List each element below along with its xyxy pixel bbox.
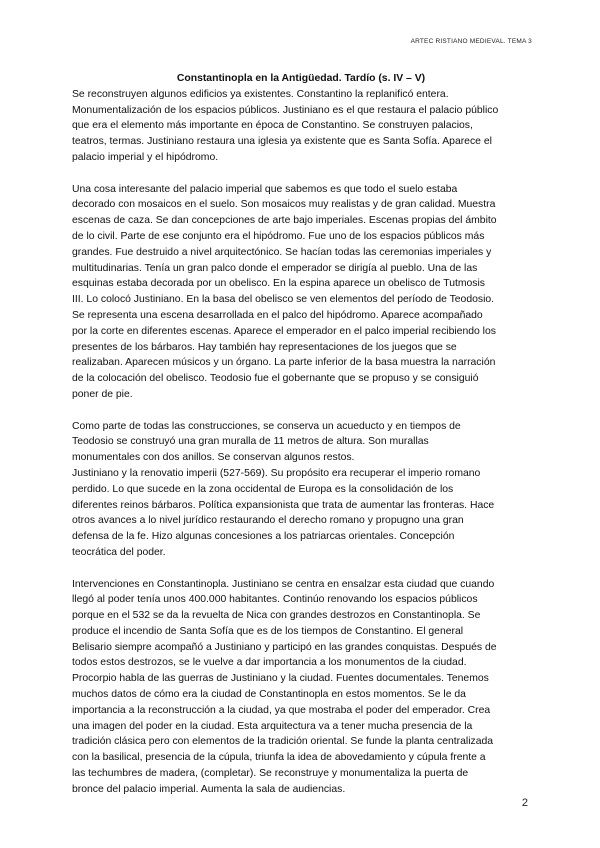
text-line: esquinas estaba decorada por un obelisco. En la espina aparece un obelisco de Tutmosis <box>72 278 486 290</box>
text-line: poner de pie. <box>72 388 133 400</box>
text-line: III. Lo colocó Justiniano. En la basa del obelisco se ven elementos del período de Teodosio. <box>72 294 495 306</box>
text-line: Intervenciones en Constantinopla. Justiniano se centra en ensalzar esta ciudad que cuando <box>72 578 495 590</box>
text-line: Justiniano y la renovatio imperii (527-569). Su propósito era recuperar el imperio romano <box>72 467 481 479</box>
page-number: 2 <box>521 797 528 809</box>
paragraph <box>72 87 530 166</box>
text-line: escenas de caza. Se dan concepciones de arte bajo imperiales. Escenas propias del ámbito <box>72 215 497 227</box>
text-line: Como parte de todas las construcciones, se conserva un acueducto y en tiempos de <box>72 420 461 432</box>
text-line: realizaban. Aparecen músicos y un órgano. La parte inferior de la basa muestra la narración <box>72 357 496 369</box>
text-line: presentes de los bárbaros. Hay también hay representaciones de los juegos que se <box>72 341 457 353</box>
text-line: muchos datos de cómo era la ciudad de Constantinopla en estos momentos. Se le da <box>72 689 466 701</box>
text-line: multitudinarias. Tenía un gran palco donde el emperador se dirigía al pueblo. Una de las <box>72 262 478 274</box>
text-line: grandes. Fue destruido a nivel arquitectónico. Se hacían todas las ceremonias imperiales y <box>72 246 492 258</box>
text-line: Procorpio habla de las guerras de Justiniano y la ciudad. Fuentes documentales. Tenemos <box>72 673 489 685</box>
text-line: por la corte en diferentes escenas. Aparece el emperador en el palco imperial recibiendo los <box>72 325 496 337</box>
text-line: tradición clásica pero con elementos de la tradición oriental. Se funde la planta centralizada <box>72 736 494 748</box>
text-line: Se representa una escena desarrollada en el palco del hipódromo. Aparece acompañado <box>72 309 483 321</box>
text-line: las techumbres de madera, (completar). Se reconstruye y monumentaliza la puerta de <box>72 768 469 780</box>
text-line: Belisario siempre acompañó a Justiniano y participó en las grandes conquistas. Después de <box>72 641 497 653</box>
section-title: Constantinopla en la Antigüedad. Tardío (s. IV – V) <box>176 73 426 84</box>
text-line: perdido. Lo que sucede en la zona occidental de Europa es la consolidación de los <box>72 483 454 495</box>
running-header: ARTEC RISTIANO MEDIEVAL. TEMA 3 <box>410 38 532 45</box>
paragraph <box>72 419 530 561</box>
text-line: palacio imperial y el hipódromo. <box>72 151 219 163</box>
document-body <box>72 71 530 798</box>
text-line: decorado con mosaicos en el suelo. Son mosaicos muy realistas y de gran calidad. Muestra <box>72 199 496 211</box>
text-line: porque en el 532 se da la revuelta de Nica con grandes destrozos en Constantinopla. Se <box>72 610 481 622</box>
text-line: todos estos destrozos, se le vuelve a dar importancia a los monumentos de la ciudad. <box>72 657 467 669</box>
text-line: Se reconstruyen algunos edificios ya existentes. Constantino la replanificó entera. <box>72 88 449 100</box>
paragraph <box>72 182 530 403</box>
text-line: llegó al poder tenía unos 400.000 habitantes. Continúo renovando los espacios públicos <box>72 594 478 606</box>
text-line: de la colocación del obelisco. Teodosio fue el gobernante que se propuso y se consiguió <box>72 373 479 385</box>
text-line: diferentes reinos bárbaros. Política expansionista que trata de aumentar las fronteras. Hace <box>72 499 495 511</box>
text-line: con la basilical, presencia de la cúpula, triunfa la idea de abovedamiento y cúpula frente a <box>72 752 486 764</box>
text-line: que era el elemento más importante en época de Constantino. Se construyen palacios, <box>72 120 473 132</box>
text-line: Monumentalización de los espacios públicos. Justiniano es el que restaura el palacio público <box>72 104 499 116</box>
paragraph-list <box>72 87 530 798</box>
text-line: importancia a la reconstrucción a la ciudad, ya que mostraba el poder del emperador. Crea <box>72 704 491 716</box>
paragraph <box>72 577 530 798</box>
text-line: otros avances a lo nivel jurídico restaurando el derecho romano y propugno una gran <box>72 515 464 527</box>
text-line: teocrática del poder. <box>72 546 166 558</box>
text-line: Una cosa interesante del palacio imperial que sabemos es que todo el suelo estaba <box>72 183 458 195</box>
text-line: Teodosio se construyó una gran muralla de 11 metros de altura. Son murallas <box>72 436 429 448</box>
text-line: una imagen del poder en la ciudad. Esta arquitectura va a tener mucha presencia de la <box>72 720 473 732</box>
text-line: teatros, termas. Justiniano restaura una iglesia ya existente que es Santa Sofía. Aparece el <box>72 136 492 148</box>
text-line: produce el incendio de Santa Sofía que es de los tiempos de Constantino. El general <box>72 625 464 637</box>
text-line: bronce del palacio imperial. Aumenta la sala de audiencias. <box>72 783 346 795</box>
text-line: monumentales con dos anillos. Se conservan algunos restos. <box>72 452 355 464</box>
text-line: defensa de la fe. Hizo algunas concesiones a los patriarcas orientales. Concepción <box>72 531 455 543</box>
text-line: de lo civil. Parte de ese conjunto era el hipódromo. Fue uno de los espacios públicos más <box>72 230 485 242</box>
